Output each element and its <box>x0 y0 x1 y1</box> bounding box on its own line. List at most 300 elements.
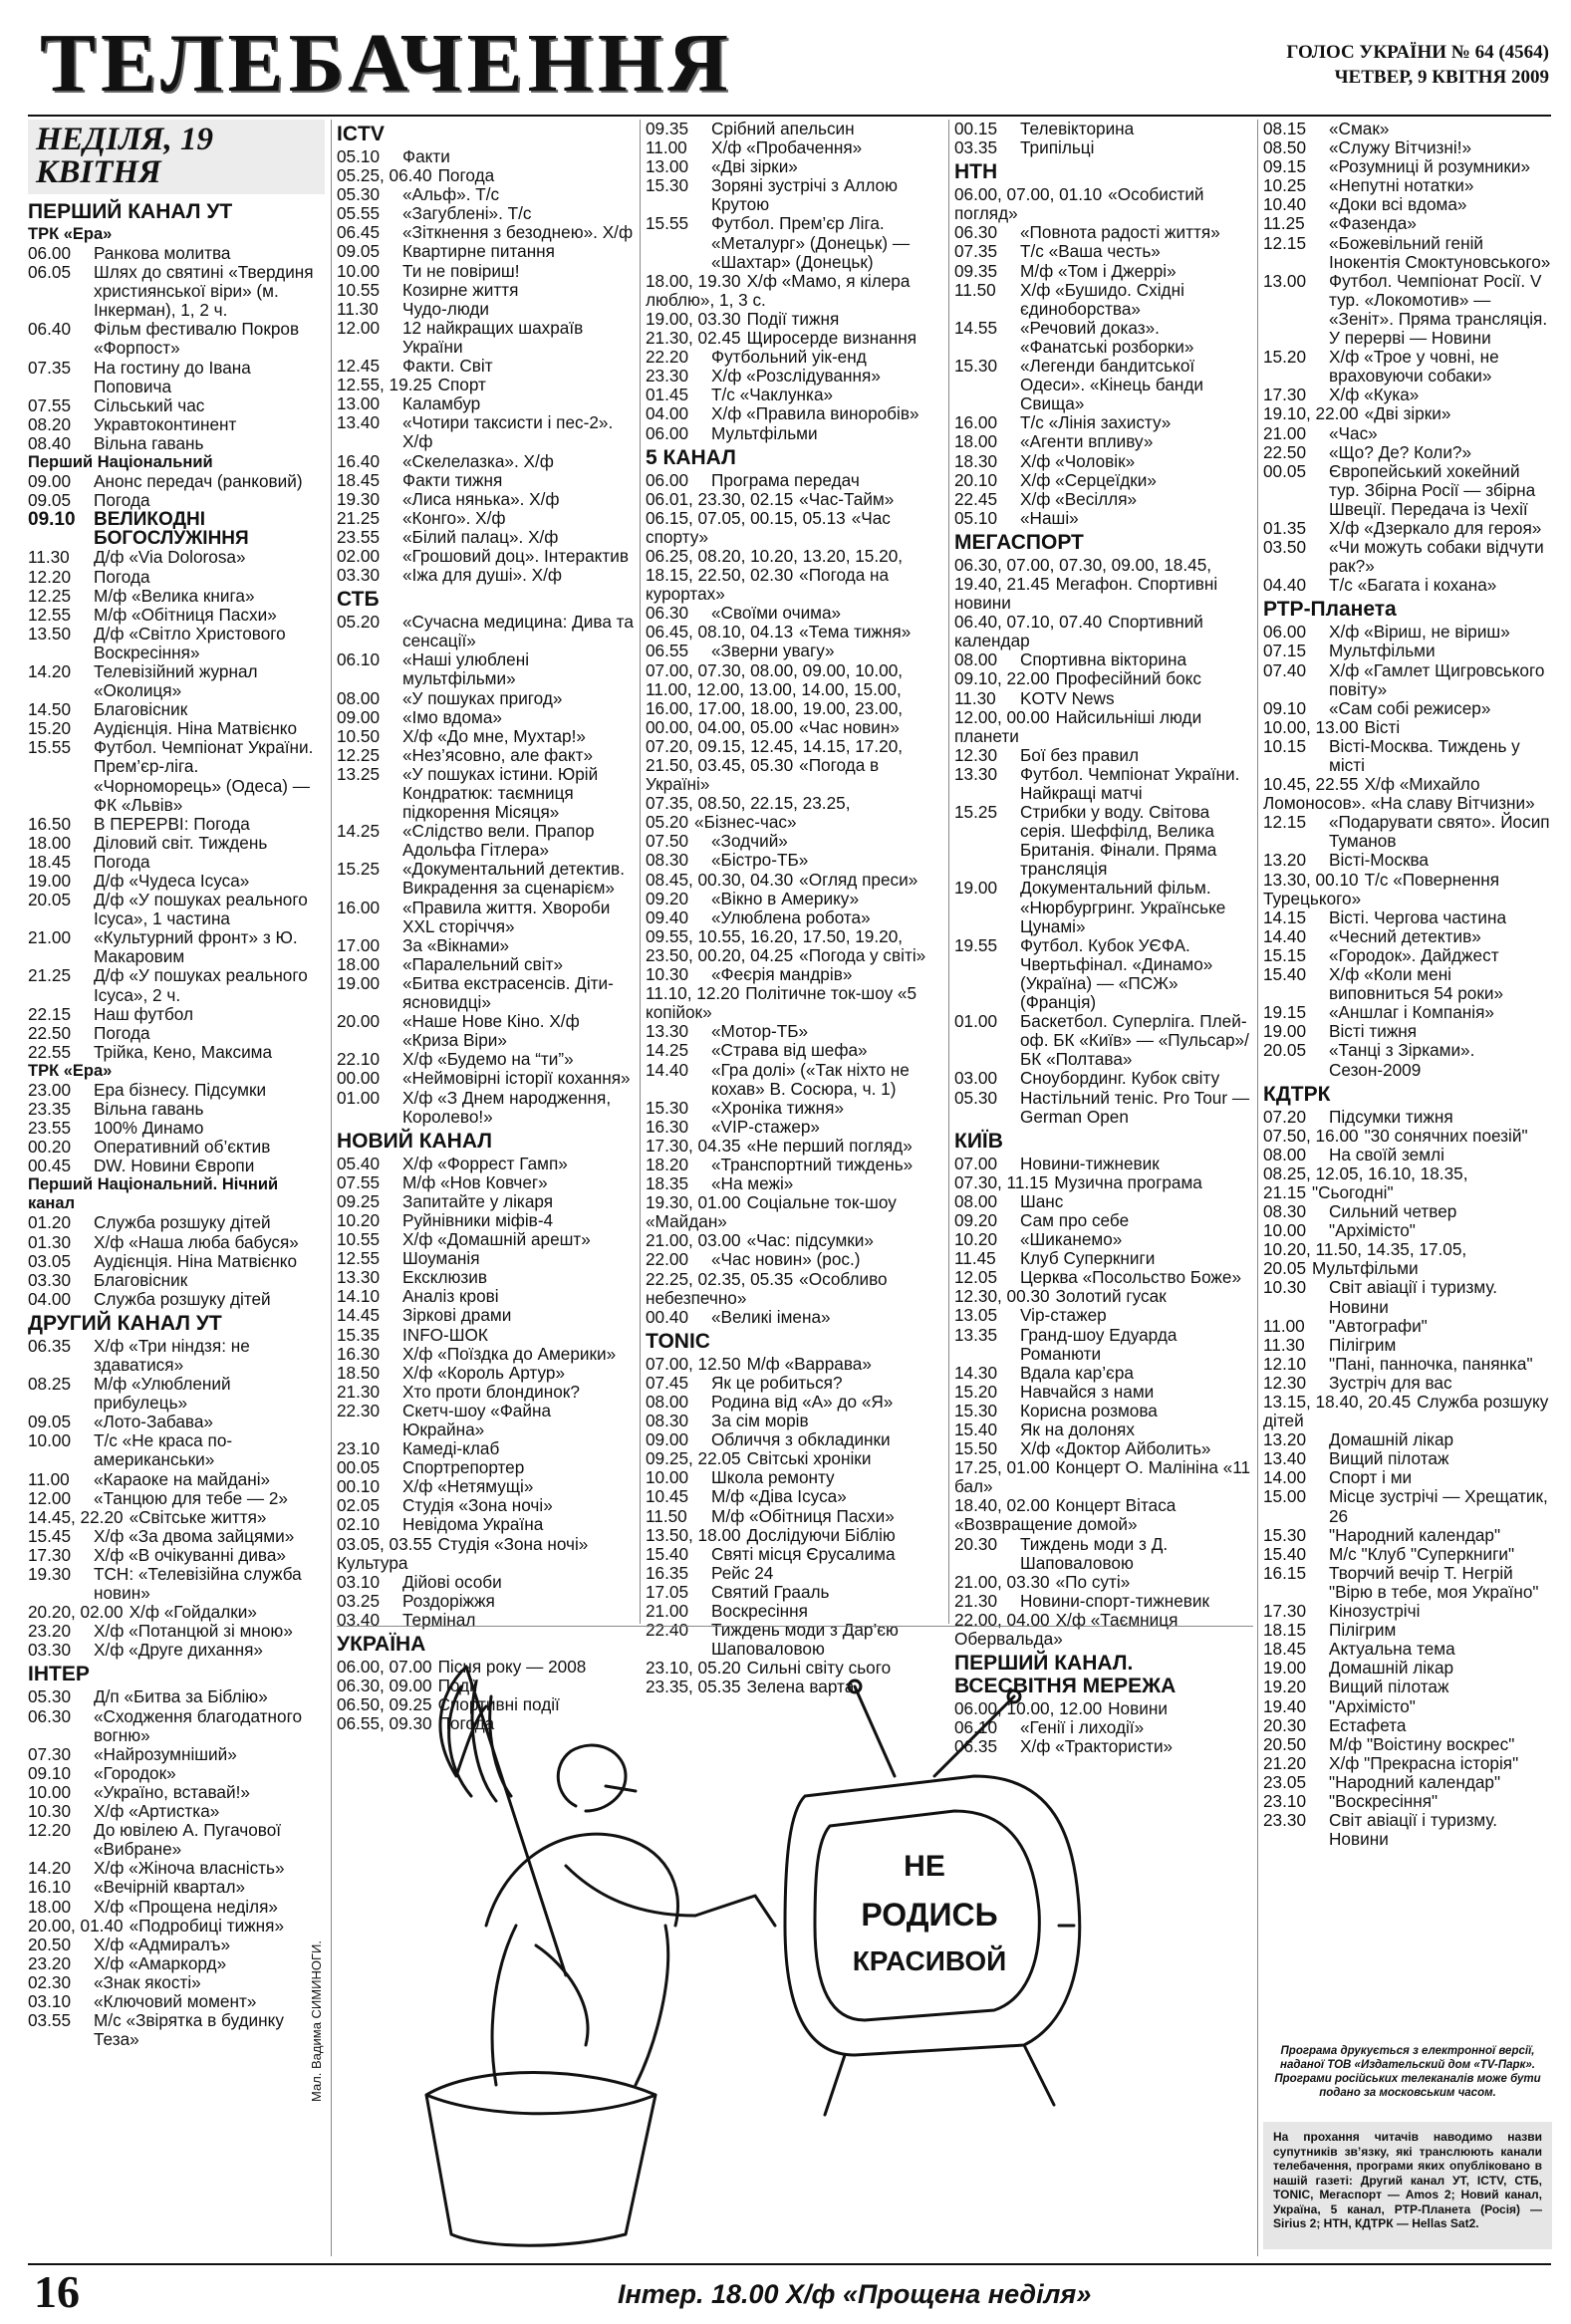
program-row <box>954 1173 1251 1192</box>
program-title: Баскетбол. Суперліга. Плей-оф. БК «Київ» — «Пульсар»/БК «Полтава» <box>1020 1011 1249 1070</box>
program-row <box>28 966 325 1004</box>
program-title: Х/ф «Домашній арешт» <box>402 1229 591 1250</box>
top-rule <box>28 115 1551 117</box>
program-time: 08.30 <box>646 1411 689 1431</box>
program-time: 05.10 <box>954 507 998 528</box>
listing-column-1 <box>28 120 325 2253</box>
tv-screen-line-3: КРАСИВОЙ <box>852 1945 1007 1976</box>
program-title: На своїй землі <box>1329 1144 1444 1164</box>
cartoon-credit-wrap <box>309 1940 349 2251</box>
program-row <box>28 1859 325 1878</box>
program-time: 14.40 <box>646 1059 689 1080</box>
program-time: 03.05 <box>28 1250 72 1271</box>
program-row <box>646 871 942 890</box>
program-time: 03.10 <box>28 1990 72 2011</box>
program-row <box>1263 1526 1552 1545</box>
program-time: 20.30 <box>954 1533 998 1554</box>
program-title: «Божевільний геній Інокентія Смоктуновського» <box>1329 232 1551 272</box>
program-time: 23.05 <box>1263 1771 1307 1792</box>
program-time: 15.20 <box>28 718 72 739</box>
program-title: Обличчя з обкладинки <box>711 1429 891 1450</box>
program-row <box>337 727 634 746</box>
program-time: 22.10 <box>337 1049 381 1070</box>
program-time: 20.10 <box>954 469 998 490</box>
program-time: 06.10 <box>954 1717 998 1738</box>
program-time: 15.20 <box>1263 347 1307 368</box>
program-time: 23.20 <box>28 1952 72 1973</box>
program-title: Т/с «Багата і кохана» <box>1329 575 1497 596</box>
program-row <box>646 908 942 927</box>
program-time: 09.00 <box>28 471 72 492</box>
program-row <box>28 415 325 434</box>
program-time: 07.20, 09.15, 12.45, 14.15, 17.20, 21.50, 03.45, 05.30 <box>646 735 904 775</box>
program-time: 06.00 <box>646 422 689 443</box>
program-row <box>646 1118 942 1137</box>
program-title: Невідома Україна <box>402 1514 544 1535</box>
program-row <box>1263 1811 1552 1849</box>
program-time: 13.05 <box>954 1305 998 1326</box>
program-row <box>1263 1108 1552 1127</box>
program-title: Сильний четвер <box>1329 1201 1457 1222</box>
program-time: 15.50 <box>954 1438 998 1459</box>
program-time: 19.00 <box>28 871 72 891</box>
program-row <box>28 1898 325 1917</box>
program-title: "Воскресіння" <box>1329 1790 1439 1811</box>
program-title: «Документальний детектив. Викрадення за сценарієм» <box>402 859 625 899</box>
program-title: INFO-ШОК <box>402 1324 488 1345</box>
program-row <box>28 1992 325 2011</box>
program-title: Аудієнція. Ніна Матвієнко <box>94 1250 298 1271</box>
program-row <box>1263 424 1552 443</box>
program-title: Новини <box>1108 1698 1168 1719</box>
program-title: Мультфільми <box>711 422 818 443</box>
program-row <box>954 242 1251 261</box>
program-time: 06.05 <box>28 262 72 283</box>
program-title: Студія «Зона ночі» Культура <box>337 1533 589 1573</box>
program-row <box>646 1526 942 1545</box>
program-row <box>1263 386 1552 404</box>
program-time: 01.30 <box>28 1231 72 1252</box>
paper-date: ЧЕТВЕР, 9 КВІТНЯ 2009 <box>1334 67 1549 88</box>
program-title: «Ключовий момент» <box>94 1990 257 2011</box>
program-row <box>1263 1449 1552 1468</box>
program-row <box>1263 1003 1552 1022</box>
program-row <box>954 1496 1251 1534</box>
program-row <box>1263 195 1552 214</box>
program-time: 09.10 <box>1263 697 1307 718</box>
listing-column-5 <box>1263 120 1552 2032</box>
program-title: Вісті-Москва <box>1329 850 1429 871</box>
program-title: Вісті <box>1364 716 1401 737</box>
program-time: 16.15 <box>1263 1562 1307 1583</box>
program-time: 19.00 <box>337 972 381 993</box>
program-time: 13.15, 18.40, 20.45 <box>1263 1392 1412 1412</box>
program-title: «Погода на курортах» <box>646 565 890 605</box>
program-time: 08.00 <box>337 687 381 708</box>
program-time: 06.30, 07.00, 07.30, 09.00, 18.45, 19.40, 21.45 <box>954 554 1212 594</box>
program-title: «Вечірній квартал» <box>94 1877 246 1898</box>
program-title: Творчий вечір Т. Негрій "Вірю в тебе, моя Україно" <box>1329 1562 1539 1602</box>
program-time: 11.50 <box>954 279 996 300</box>
program-title: Х/ф «Пробачення» <box>711 137 863 158</box>
program-time: 07.00 <box>954 1153 998 1173</box>
program-title: Як це робиться? <box>711 1372 843 1393</box>
program-row <box>28 1783 325 1802</box>
program-row <box>28 1489 325 1508</box>
program-time: 07.50, 16.00 <box>1263 1125 1359 1146</box>
program-time: 10.55 <box>337 1229 381 1250</box>
program-title: Погода <box>437 165 495 186</box>
program-row <box>1263 462 1552 519</box>
program-row <box>954 471 1251 490</box>
program-title: «Грошовий доц». Інтерактив <box>402 545 629 566</box>
program-row <box>954 281 1251 319</box>
program-time: 06.10 <box>337 649 381 670</box>
program-row <box>954 262 1251 281</box>
program-time: 15.55 <box>28 737 72 758</box>
column-divider <box>1257 120 1258 2256</box>
program-row <box>337 1230 634 1249</box>
program-title: «Битва екстрасенсів. Діти-ясновидці» <box>402 972 614 1013</box>
program-time: 03.30 <box>28 1640 72 1661</box>
program-row <box>1263 234 1552 272</box>
program-title: Хто проти блондинок? <box>402 1381 580 1402</box>
program-row <box>28 891 325 928</box>
program-time: 14.00 <box>1263 1467 1307 1488</box>
program-time: 12.55 <box>28 604 72 625</box>
program-title: Домашній лікар <box>1329 1658 1454 1678</box>
program-title: «Шиканемо» <box>1020 1229 1123 1250</box>
masthead-info <box>1286 40 1549 90</box>
program-row <box>646 1583 942 1602</box>
program-row <box>28 1024 325 1043</box>
program-row <box>337 413 634 451</box>
program-row <box>954 765 1251 803</box>
program-time: 01.00 <box>954 1011 998 1032</box>
program-title: "Сьогодні" <box>1312 1181 1394 1202</box>
program-title: Х/ф «Адмиралъ» <box>94 1934 231 1954</box>
program-title: "Архімісто" <box>1329 1220 1416 1241</box>
program-row <box>28 1375 325 1413</box>
program-row <box>28 1081 325 1100</box>
program-time: 22.40 <box>646 1620 689 1641</box>
program-time: 18.00 <box>28 1896 72 1917</box>
program-time: 02.05 <box>337 1495 381 1516</box>
program-time: 08.00 <box>646 1392 689 1412</box>
program-row <box>646 1602 942 1621</box>
program-time: 06.45 <box>337 222 381 243</box>
program-time: 09.15 <box>1263 156 1307 177</box>
program-title: Трипільці <box>1020 137 1095 158</box>
program-title: «Фазенда» <box>1329 213 1417 234</box>
program-row <box>28 625 325 662</box>
program-title: «Найрозумніший» <box>94 1743 237 1764</box>
program-time: 14.45 <box>337 1305 381 1326</box>
program-row <box>954 1230 1251 1249</box>
program-row <box>28 1641 325 1660</box>
program-title: «Нез’ясовно, але факт» <box>402 744 594 765</box>
program-time: 14.15 <box>1263 906 1307 927</box>
program-title: Х/ф «Трактористи» <box>1020 1736 1174 1757</box>
program-row <box>28 434 325 453</box>
program-time: 10.00 <box>1263 1220 1307 1241</box>
program-time: 03.30 <box>28 1269 72 1290</box>
program-title: «Час новин» <box>799 716 900 737</box>
tv-screen-line-2: РОДИСЬ <box>861 1897 998 1933</box>
program-row <box>337 223 634 242</box>
program-row <box>1263 176 1552 195</box>
program-time: 00.00 <box>337 1068 381 1089</box>
program-row <box>646 157 942 176</box>
program-title: Найсильніші люди планети <box>954 706 1202 746</box>
program-time: 16.00 <box>954 412 998 433</box>
program-title: Служба розшуку дітей <box>1263 1392 1549 1431</box>
program-row <box>646 1430 942 1449</box>
program-time: 06.40, 07.10, 07.40 <box>954 612 1103 633</box>
program-title: Д/ф «Via Dolorosa» <box>94 547 246 568</box>
program-time: 22.45 <box>954 488 998 509</box>
program-title: Телевізійний журнал «Околиця» <box>94 660 258 701</box>
program-row <box>1263 851 1552 870</box>
program-time: 09.55, 10.55, 16.20, 17.50, 19.20, 23.50, 00.20, 04.25 <box>646 925 904 965</box>
program-row <box>1263 1621 1552 1640</box>
program-row <box>28 872 325 891</box>
program-row <box>28 1764 325 1783</box>
program-time: 05.30 <box>337 184 381 205</box>
channel-heading: ІНТЕР <box>28 1663 90 1686</box>
program-row <box>1263 927 1552 946</box>
program-title: «Погода в Україні» <box>646 755 880 795</box>
program-time: 13.20 <box>1263 850 1307 871</box>
program-time: 20.50 <box>28 1934 72 1954</box>
program-row <box>1263 1716 1552 1735</box>
program-time: 11.50 <box>646 1505 687 1526</box>
program-row <box>954 1535 1251 1573</box>
program-row <box>646 1393 942 1412</box>
program-row <box>646 272 942 310</box>
program-row <box>646 1270 942 1308</box>
program-time: 13.20 <box>1263 1429 1307 1450</box>
program-title: «Караоке на майдані» <box>94 1468 271 1489</box>
program-time: 06.30 <box>28 1705 72 1726</box>
program-time: 08.00 <box>954 1190 998 1211</box>
program-title: Родина від «А» до «Я» <box>711 1392 894 1412</box>
program-row <box>1263 1545 1552 1564</box>
program-row <box>1263 214 1552 233</box>
program-row <box>646 329 942 348</box>
program-title: «Тема тижня» <box>799 622 912 643</box>
program-title: «Правила життя. Хвороби XXL сторіччя» <box>402 897 611 936</box>
program-time: 18.00, 19.30 <box>646 270 741 291</box>
program-row <box>28 510 325 548</box>
program-title: Ексклюзив <box>402 1267 488 1288</box>
program-row <box>646 832 942 851</box>
program-time: 01.00 <box>337 1087 381 1108</box>
program-title: Дослідуючи Біблію <box>746 1524 896 1545</box>
program-time: 12.30 <box>1263 1372 1307 1393</box>
program-time: 06.00 <box>28 243 72 263</box>
program-title: Спортрепортер <box>402 1457 525 1478</box>
program-time: 23.10 <box>1263 1790 1307 1811</box>
program-title: «Україно, вставай!» <box>94 1781 250 1802</box>
program-title: Настільний теніс. Pro Tour — German Open <box>1020 1087 1250 1127</box>
program-row <box>1263 1792 1552 1811</box>
program-title: Х/ф «Три ніндзя: не здаватися» <box>94 1335 250 1375</box>
program-row <box>954 1439 1251 1458</box>
program-row <box>28 1043 325 1062</box>
program-title: «Своїми очима» <box>711 603 842 624</box>
program-time: 05.20 <box>337 612 381 633</box>
program-title: Фільм фестивалю Покров «Форпост» <box>94 319 300 359</box>
program-time: 17.30 <box>1263 1601 1307 1622</box>
program-title: До ювілею А. Пугачової «Вибране» <box>94 1820 282 1860</box>
channel-heading: НТН <box>954 160 998 184</box>
program-row <box>1263 1697 1552 1716</box>
program-row <box>337 1345 634 1364</box>
program-row <box>1263 1659 1552 1678</box>
program-time: 20.00, 01.40 <box>28 1915 124 1936</box>
program-time: 05.40 <box>337 1153 381 1173</box>
program-row <box>337 1069 634 1088</box>
program-row <box>1263 718 1552 737</box>
program-row <box>646 984 942 1022</box>
program-time: 13.30 <box>646 1021 689 1042</box>
column-divider <box>640 120 641 1624</box>
program-title: Т/с «Чаклунка» <box>711 385 834 405</box>
program-row <box>646 927 942 965</box>
program-row <box>1263 775 1552 813</box>
program-time: 08.25, 12.05, 16.10, 18.35, 21.15 <box>1263 1162 1468 1202</box>
program-row <box>646 1564 942 1583</box>
program-row <box>28 1603 325 1622</box>
program-row <box>1263 1468 1552 1487</box>
program-time: 19.30 <box>337 488 381 509</box>
program-title: Х/ф «Доктор Айболить» <box>1020 1438 1211 1459</box>
program-row <box>337 1287 634 1306</box>
program-title: Вісті. Чергова частина <box>1329 906 1507 927</box>
program-time: 05.55 <box>337 203 381 224</box>
program-row <box>1263 1773 1552 1792</box>
program-title: «Особливо небезпечно» <box>646 1268 888 1308</box>
program-row <box>646 1250 942 1269</box>
program-time: 20.00 <box>337 1011 381 1032</box>
program-title: Футбол. Прем’єр Ліга. «Металург» (Донецьк) — «Шахтар» (Донецьк) <box>711 213 911 272</box>
program-title: Сильні світу сього <box>746 1658 892 1678</box>
program-row <box>646 1193 942 1231</box>
program-title: М/ф «Велика книга» <box>94 585 255 606</box>
program-time: 11.30 <box>337 298 379 319</box>
program-time: 21.00 <box>28 927 72 948</box>
program-time: 04.00 <box>646 403 689 424</box>
program-time: 17.05 <box>646 1581 689 1602</box>
program-time: 21.25 <box>28 965 72 986</box>
program-title: М/с «Звірятка в будинку Теза» <box>94 2010 284 2050</box>
program-time: 15.30 <box>646 175 689 196</box>
program-row <box>954 1268 1251 1287</box>
program-title: «Час: підсумки» <box>746 1230 874 1251</box>
program-time: 15.00 <box>1263 1486 1307 1507</box>
program-time: 20.05 <box>1263 1040 1307 1061</box>
program-time: 17.25, 01.00 <box>954 1457 1050 1478</box>
program-time: 13.00 <box>337 393 381 414</box>
program-row <box>337 319 634 357</box>
program-row <box>1263 348 1552 386</box>
program-time: 10.15 <box>1263 735 1307 756</box>
program-time: 18.45 <box>1263 1639 1307 1660</box>
program-title: «Час новин» (рос.) <box>711 1249 861 1270</box>
program-time: 17.00 <box>337 934 381 955</box>
program-row <box>646 1099 942 1118</box>
program-time: 06.30 <box>954 222 998 243</box>
program-title: Погода <box>94 851 150 872</box>
program-title: «У пошуках істини. Юрій Кондратюк: таємниця підкорення Місяця» <box>402 763 599 823</box>
program-title: Х/ф «Гамлет Щигровського повіту» <box>1329 659 1545 699</box>
program-row <box>1263 1146 1552 1164</box>
program-title: Х/ф «Серцеїдки» <box>1020 469 1157 490</box>
program-title: Соціальне ток-шоу «Майдан» <box>646 1192 897 1232</box>
program-row <box>1263 1735 1552 1754</box>
program-time: 03.10 <box>337 1571 381 1592</box>
program-row <box>646 424 942 443</box>
program-time: 14.20 <box>28 660 72 681</box>
program-title: Політичне ток-шоу «5 копійок» <box>646 983 917 1023</box>
program-title: Корисна розмова <box>1020 1400 1158 1420</box>
program-title: Тиждень моди з Д. Шаповаловою <box>1020 1533 1169 1573</box>
program-time: 07.15 <box>1263 641 1307 661</box>
program-row <box>954 1211 1251 1230</box>
program-time: 23.10 <box>337 1438 381 1459</box>
program-row <box>646 120 942 138</box>
program-time: 22.30 <box>337 1400 381 1420</box>
program-title: Погода <box>437 1713 495 1734</box>
program-time: 10.20 <box>337 1209 381 1230</box>
program-title: Сам про себе <box>1020 1209 1130 1230</box>
program-row <box>337 357 634 376</box>
program-time: 10.20, 11.50, 14.35, 17.05, 20.05 <box>1263 1239 1467 1279</box>
program-title: Х/ф «В очікуванні дива» <box>94 1544 286 1565</box>
program-row <box>646 1449 942 1468</box>
program-title: «Гра долі» («Так ніхто не кохав» В. Сосюра, ч. 1) <box>711 1059 910 1099</box>
program-title: «По суті» <box>1055 1571 1131 1592</box>
program-title: «Світське життя» <box>129 1506 267 1527</box>
program-time: 06.01, 23.30, 02.15 <box>646 488 794 509</box>
program-title: Благовісник <box>94 1269 188 1290</box>
satellite-note: На прохання читачів наводимо назви супутників зв’язку, які транслюють канали телебачення, програми яких опубліковано в нашій газеті: Другий канал УТ, ICTV, СТБ, TONIC, Мегаспорт — Amos 2; Новий канал, Україна, 5 канал, РТР-Планета (Росія) — Sirius 2; НТН, КДТРК — Hellas Sat2. <box>1263 2122 1552 2249</box>
program-row <box>28 1565 325 1603</box>
program-time: 07.55 <box>337 1171 381 1192</box>
program-title: Новини-спорт-тижневик <box>1020 1590 1210 1611</box>
program-time: 13.00 <box>1263 270 1307 291</box>
program-time: 14.30 <box>954 1362 998 1383</box>
program-title: Концерт Вітаса «Возвращение домой» <box>954 1495 1177 1535</box>
program-time: 13.50, 18.00 <box>646 1524 741 1545</box>
program-time: 09.25, 22.05 <box>646 1448 741 1469</box>
program-title: Новини-тижневик <box>1020 1153 1160 1173</box>
program-time: 08.25 <box>28 1374 72 1395</box>
program-title: Роздоріжжя <box>402 1590 495 1611</box>
program-row <box>646 310 942 329</box>
program-title: М/ф «Нов Ковчег» <box>402 1171 548 1192</box>
program-title: М/ф «Том і Джеррі» <box>1020 260 1177 281</box>
program-time: 07.30 <box>28 1743 72 1764</box>
program-time: 15.55 <box>646 213 689 234</box>
program-time: 20.30 <box>1263 1714 1307 1735</box>
program-title: М/ф «Обітниця Пасхи» <box>711 1505 895 1526</box>
program-time: 19.00 <box>954 878 998 899</box>
program-row <box>28 396 325 415</box>
program-time: 05.30 <box>954 1087 998 1108</box>
program-title: Х/ф «Форрест Гамп» <box>402 1153 568 1173</box>
